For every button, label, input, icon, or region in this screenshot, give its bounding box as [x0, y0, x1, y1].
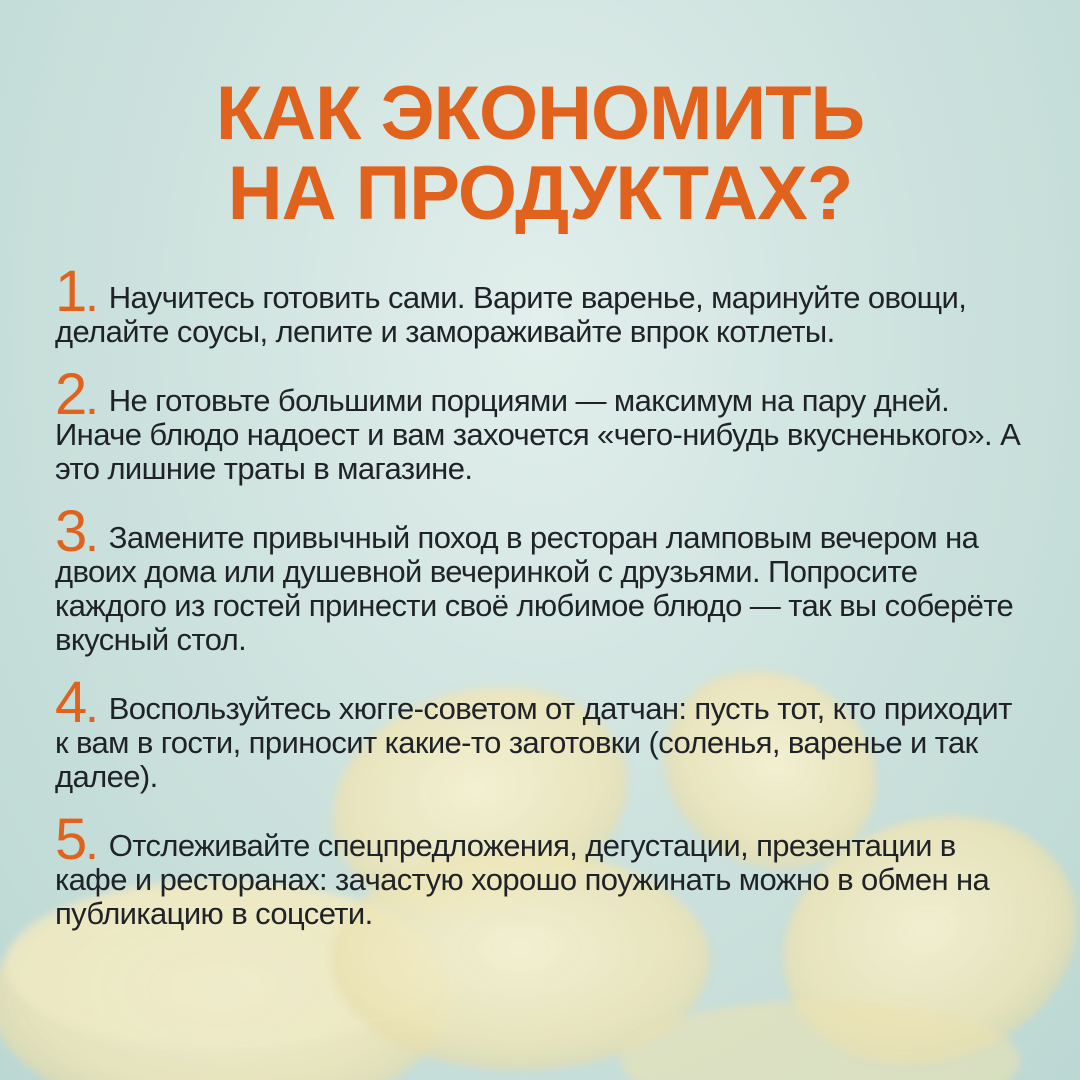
tips-list [55, 259, 1030, 957]
tip-text-5: Отслеживайте спецпредложения, дегустации, презентации в кафе и ресторанах: зачастую хорошо поужинать можно в обмен на публикацию в соцсети. [55, 828, 990, 931]
title-line-2: НА ПРОДУКТАХ? [227, 151, 853, 236]
tip-number-2: 2. [55, 362, 97, 427]
tip-text-4: Воспользуйтесь хюгге-советом от датчан: пусть тот, кто приходит к вам в гости, приносит какие-то заготовки (соленья, варенье и так далее). [55, 691, 1012, 794]
tip-text-2: Не готовьте большими порциями — максимум на пару дней. Иначе блюдо надоест и вам захочется «чего-нибудь вкусненького». А это лишние траты в магазине. [55, 383, 1021, 486]
page-title [0, 71, 1080, 236]
title-line-1: КАК ЭКОНОМИТЬ [215, 71, 865, 156]
tip-item-3 [55, 499, 1030, 657]
tip-item-5 [55, 807, 1030, 931]
tip-number-3: 3. [55, 499, 97, 564]
tip-text-3: Замените привычный поход в ресторан ламповым вечером на двоих дома или душевной вечеринкой с друзьями. Попросите каждого из гостей принести своё любимое блюдо — так вы соберёте вкусный стол. [55, 520, 1014, 657]
tip-item-2 [55, 362, 1030, 486]
tip-item-4 [55, 670, 1030, 794]
tip-number-4: 4. [55, 670, 97, 735]
tip-item-1 [55, 259, 1030, 349]
tip-number-1: 1. [55, 259, 97, 324]
tip-number-5: 5. [55, 807, 97, 872]
tip-text-1: Научитесь готовить сами. Варите варенье, маринуйте овощи, делайте соусы, лепите и замораживайте впрок котлеты. [55, 280, 967, 349]
